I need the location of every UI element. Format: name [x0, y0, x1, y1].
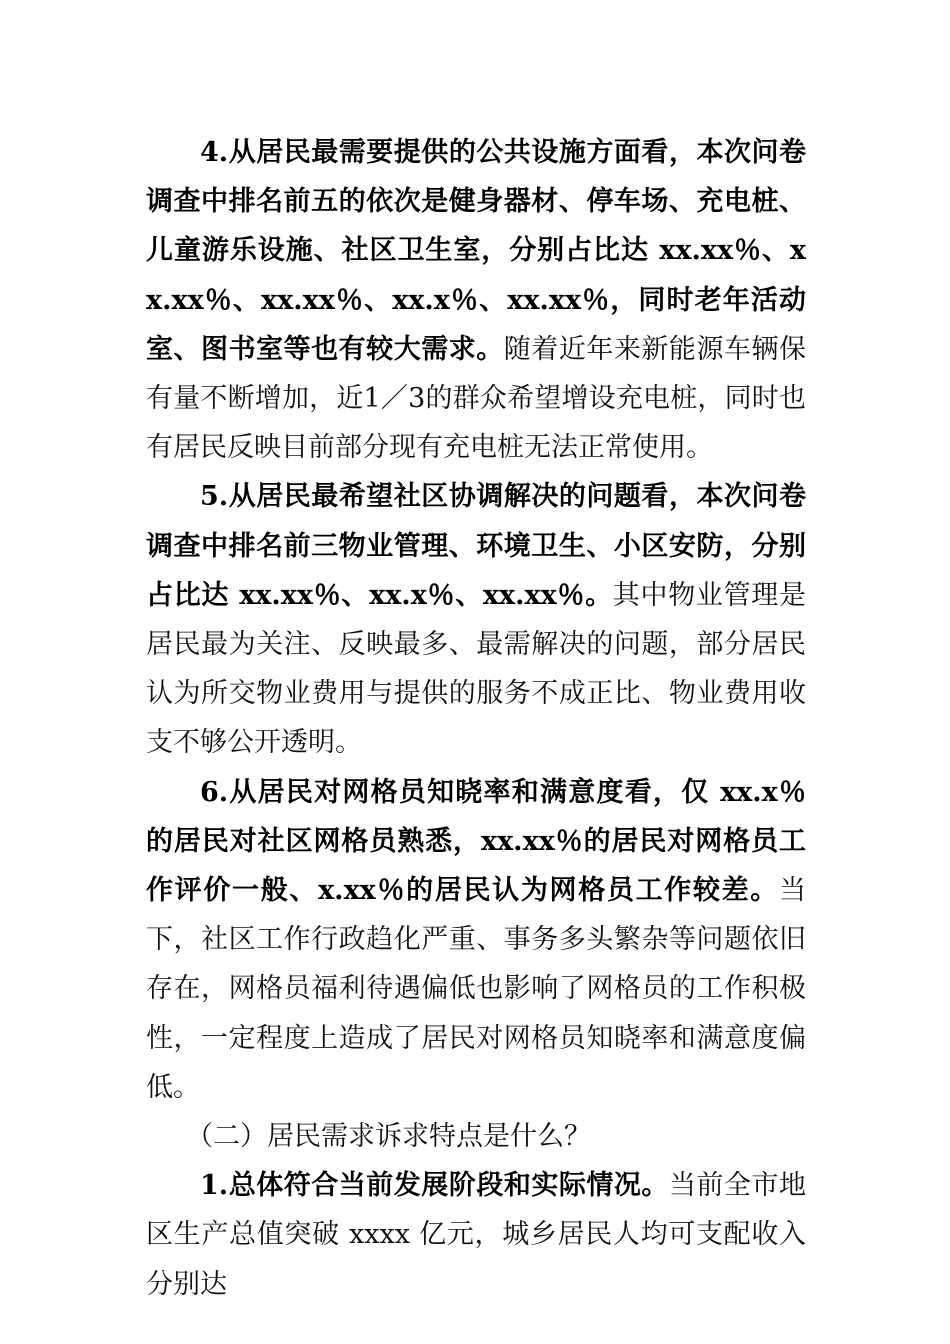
document-page — [146, 128, 806, 1309]
paragraph-public-facilities — [146, 128, 806, 472]
paragraph-grid-workers — [146, 768, 806, 1112]
paragraph-lead-bold: 1.总体符合当前发展阶段和实际情况。 — [200, 1170, 669, 1202]
paragraph-lead-bold: 4.从居民最需要提供的公共设施方面看，本次问卷调查中排名前五的依次是健身器材、停车场、充电桩、儿童游乐设施、社区卫生室，分别占比达 xx.xx％、xx.xx％、xx.xx％、xx.x％、xx.xx％，同时老年活动室、图书室等也有较大需求。 — [146, 137, 806, 365]
section-heading: （二）居民需求诉求特点是什么？ — [186, 1121, 591, 1153]
paragraph-lead-bold: 6.从居民对网格员知晓率和满意度看，仅 xx.x％的居民对社区网格员熟悉，xx.xx％的居民对网格员工作评价一般、x.xx％的居民认为网格员工作较差。 — [146, 776, 806, 907]
paragraph-body-text: 当前全市地区生产总值突破 xxxx 亿元，城乡居民人均可支配收入分别达 — [146, 1170, 807, 1300]
paragraph-community-issues — [146, 472, 806, 767]
paragraph-body-text: 其中物业管理是居民最为关注、反映最多、最需解决的问题，部分居民认为所交物业费用与提供的服务不成正比、物业费用收支不够公开透明。 — [146, 579, 807, 759]
paragraph-body-text: 当下，社区工作行政趋化严重、事务多头繁杂等问题依旧存在，网格员福利待遇偏低也影响了网格员的工作积极性，一定程度上造成了居民对网格员知晓率和满意度偏低。 — [146, 875, 806, 1103]
paragraph-body-text: 随着近年来新能源车辆保有量不断增加，近1／3的群众希望增设充电桩，同时也有居民反映目前部分现有充电桩无法正常使用。 — [146, 333, 807, 464]
paragraph-overall-characteristics — [146, 1161, 806, 1309]
paragraph-lead-bold: 5.从居民最希望社区协调解决的问题看，本次问卷调查中排名前三物业管理、环境卫生、小区安防，分别占比达 xx.xx％、xx.x％、xx.xx％。 — [146, 481, 806, 611]
